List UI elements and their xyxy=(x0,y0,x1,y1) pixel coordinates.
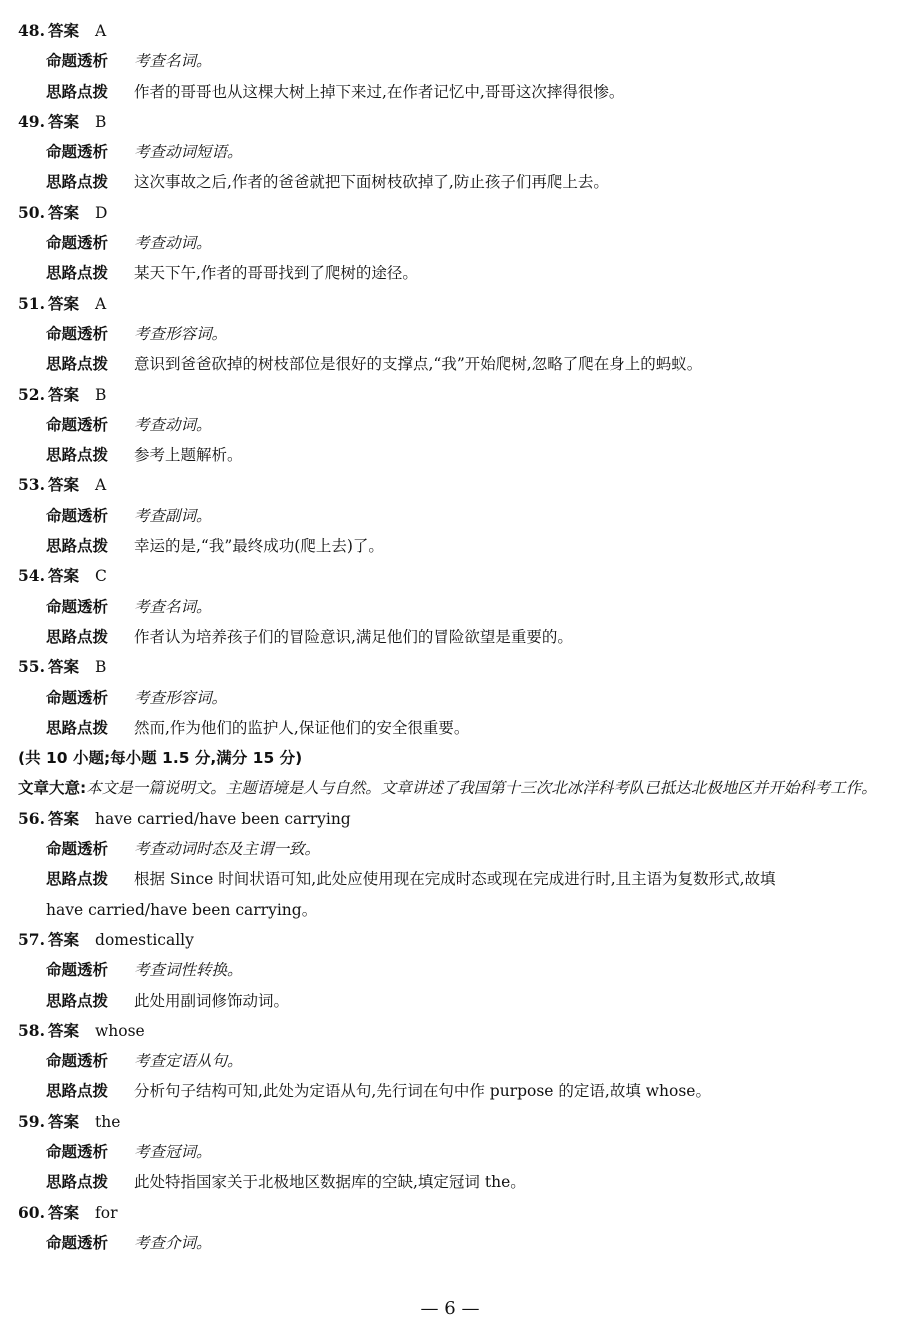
answer-label: 答案 xyxy=(48,567,80,586)
tip-text: 作者的哥哥也从这棵大树上掉下来过,在作者记忆中,哥哥这次摔得很惨。 xyxy=(134,82,625,101)
answer-value: D xyxy=(95,203,108,222)
answer-label: 答案 xyxy=(48,476,80,495)
tip-text: 根据 Since 时间状语可知,此处应使用现在完成时态或现在完成进行时,且主语为复数形式,故填 xyxy=(134,870,776,889)
question-number: 52. xyxy=(18,384,45,404)
analysis-line xyxy=(18,683,882,713)
analysis-text: 考查词性转换。 xyxy=(134,961,243,980)
tip-label: 思路点拨 xyxy=(46,870,109,889)
analysis-label: 命题透析 xyxy=(46,961,109,980)
answer-value: whose xyxy=(95,1021,145,1040)
tip-text: 参考上题解析。 xyxy=(134,446,243,465)
answer-label: 答案 xyxy=(48,1203,80,1222)
question-number: 50. xyxy=(18,202,45,222)
article-summary xyxy=(18,773,882,803)
answer-label: 答案 xyxy=(48,112,80,131)
tip-label: 思路点拨 xyxy=(46,537,109,556)
answer-line xyxy=(18,380,882,410)
answer-line xyxy=(18,1016,882,1046)
answer-value: A xyxy=(95,476,107,495)
answer-value: B xyxy=(95,658,107,677)
analysis-label: 命题透析 xyxy=(46,506,109,525)
answer-value: the xyxy=(95,1112,121,1131)
question-number: 54. xyxy=(18,566,45,586)
section-header: (共 10 小题;每小题 1.5 分,满分 15 分) xyxy=(18,749,303,768)
answer-line xyxy=(18,470,882,500)
answer-value: A xyxy=(95,294,107,313)
answer-value: B xyxy=(95,385,107,404)
analysis-line xyxy=(18,501,882,531)
answer-value: have carried/have been carrying xyxy=(95,809,351,828)
answer-line xyxy=(18,804,882,834)
analysis-text: 考查定语从句。 xyxy=(134,1052,243,1071)
analysis-label: 命题透析 xyxy=(46,143,109,162)
analysis-label: 命题透析 xyxy=(46,234,109,253)
summary-label: 文章大意: xyxy=(18,779,87,798)
answer-label: 答案 xyxy=(48,809,80,828)
tip-label: 思路点拨 xyxy=(46,1173,109,1192)
analysis-line xyxy=(18,410,882,440)
answer-list xyxy=(18,16,882,1258)
tip-text: 此处特指国家关于北极地区数据库的空缺,填定冠词 the。 xyxy=(134,1173,526,1192)
question-number: 57. xyxy=(18,929,45,949)
answer-line xyxy=(18,289,882,319)
answer-label: 答案 xyxy=(48,294,80,313)
tip-text: 意识到爸爸砍掉的树枝部位是很好的支撑点,“我”开始爬树,忽略了爬在身上的蚂蚁。 xyxy=(134,355,703,374)
tip-label: 思路点拨 xyxy=(46,1082,109,1101)
question-number: 56. xyxy=(18,808,45,828)
question-number: 53. xyxy=(18,475,45,495)
tip-line xyxy=(18,864,882,894)
answer-label: 答案 xyxy=(48,1112,80,1131)
tip-text: 此处用副词修饰动词。 xyxy=(134,991,290,1010)
tip-line xyxy=(18,77,882,107)
tip-label: 思路点拨 xyxy=(46,991,109,1010)
question-number: 58. xyxy=(18,1020,45,1040)
tip-label: 思路点拨 xyxy=(46,355,109,374)
analysis-label: 命题透析 xyxy=(46,840,109,859)
analysis-text: 考查冠词。 xyxy=(134,1142,212,1161)
summary-text: 本文是一篇说明文。主题语境是人与自然。文章讲述了我国第十三次北冰洋科考队已抵达北极地区并开始科考工作。 xyxy=(86,779,877,798)
analysis-label: 命题透析 xyxy=(46,1233,109,1252)
tip-label: 思路点拨 xyxy=(46,264,109,283)
analysis-line xyxy=(18,319,882,349)
answer-label: 答案 xyxy=(48,203,80,222)
tip-line xyxy=(18,713,882,743)
analysis-line xyxy=(18,834,882,864)
tip-line xyxy=(18,622,882,652)
analysis-text: 考查名词。 xyxy=(134,52,212,71)
answer-value: C xyxy=(95,567,107,586)
answer-label: 答案 xyxy=(48,930,80,949)
tip-text: 某天下午,作者的哥哥找到了爬树的途径。 xyxy=(134,264,418,283)
answer-label: 答案 xyxy=(48,385,80,404)
analysis-line xyxy=(18,1046,882,1076)
answer-label: 答案 xyxy=(48,658,80,677)
analysis-label: 命题透析 xyxy=(46,52,109,71)
tip-text: 分析句子结构可知,此处为定语从句,先行词在句中作 purpose 的定语,故填 whose。 xyxy=(134,1082,711,1101)
analysis-text: 考查动词时态及主谓一致。 xyxy=(134,840,321,859)
question-number: 59. xyxy=(18,1111,45,1131)
analysis-text: 考查形容词。 xyxy=(134,324,228,343)
question-number: 49. xyxy=(18,111,45,131)
analysis-line xyxy=(18,1228,882,1258)
answer-line xyxy=(18,652,882,682)
answer-line xyxy=(18,198,882,228)
answer-value: for xyxy=(95,1203,118,1222)
tip-text: 然而,作为他们的监护人,保证他们的安全很重要。 xyxy=(134,718,470,737)
tip-line xyxy=(18,1167,882,1197)
tip-label: 思路点拨 xyxy=(46,718,109,737)
answer-label: 答案 xyxy=(48,1021,80,1040)
tip-continuation xyxy=(18,895,882,925)
answer-line xyxy=(18,1107,882,1137)
answer-line xyxy=(18,107,882,137)
analysis-label: 命题透析 xyxy=(46,324,109,343)
analysis-line xyxy=(18,1137,882,1167)
question-number: 60. xyxy=(18,1202,45,1222)
tip-line xyxy=(18,531,882,561)
analysis-label: 命题透析 xyxy=(46,1052,109,1071)
analysis-line xyxy=(18,955,882,985)
answer-line xyxy=(18,925,882,955)
answer-value: A xyxy=(95,22,107,40)
tip-line xyxy=(18,1076,882,1106)
tip-line xyxy=(18,167,882,197)
answer-value: B xyxy=(95,112,107,131)
question-number: 55. xyxy=(18,657,45,677)
answer-line xyxy=(18,561,882,591)
analysis-label: 命题透析 xyxy=(46,415,109,434)
tip-label: 思路点拨 xyxy=(46,627,109,646)
analysis-label: 命题透析 xyxy=(46,1142,109,1161)
question-number: 51. xyxy=(18,293,45,313)
answer-value: domestically xyxy=(95,930,194,949)
analysis-line xyxy=(18,228,882,258)
analysis-text: 考查动词短语。 xyxy=(134,143,243,162)
tip-line xyxy=(18,986,882,1016)
tip-line xyxy=(18,349,882,379)
analysis-label: 命题透析 xyxy=(46,597,109,616)
analysis-line xyxy=(18,137,882,167)
tip-line xyxy=(18,258,882,288)
analysis-text: 考查动词。 xyxy=(134,234,212,253)
analysis-text: 考查形容词。 xyxy=(134,688,228,707)
page-number: — 6 — xyxy=(420,1298,480,1319)
tip-line xyxy=(18,440,882,470)
tip-text: 作者认为培养孩子们的冒险意识,满足他们的冒险欲望是重要的。 xyxy=(134,627,573,646)
tip-label: 思路点拨 xyxy=(46,82,109,101)
analysis-text: 考查动词。 xyxy=(134,415,212,434)
tip-text-continued: have carried/have been carrying。 xyxy=(46,900,318,919)
answer-line xyxy=(18,16,882,46)
tip-label: 思路点拨 xyxy=(46,446,109,465)
analysis-text: 考查介词。 xyxy=(134,1233,212,1252)
answer-label: 答案 xyxy=(48,22,80,40)
analysis-text: 考查名词。 xyxy=(134,597,212,616)
analysis-label: 命题透析 xyxy=(46,688,109,707)
tip-label: 思路点拨 xyxy=(46,173,109,192)
analysis-text: 考查副词。 xyxy=(134,506,212,525)
analysis-line xyxy=(18,592,882,622)
analysis-line xyxy=(18,46,882,76)
tip-text: 幸运的是,“我”最终成功(爬上去)了。 xyxy=(134,537,384,556)
tip-text: 这次事故之后,作者的爸爸就把下面树枝砍掉了,防止孩子们再爬上去。 xyxy=(134,173,609,192)
answer-line xyxy=(18,1198,882,1228)
question-number: 48. xyxy=(18,21,45,40)
